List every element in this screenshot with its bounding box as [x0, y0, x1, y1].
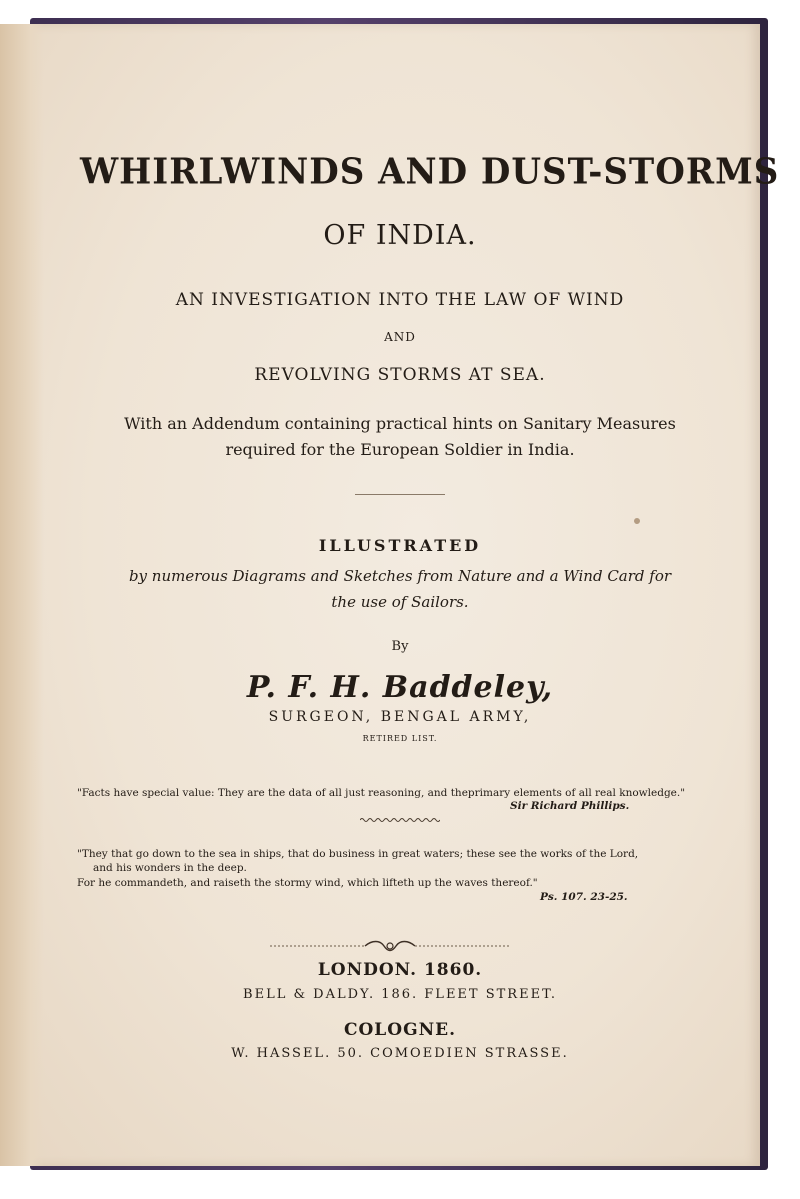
imprint-publisher-london: BELL & DALDY. 186. FLEET STREET. — [243, 987, 557, 1002]
illustrated-line1: by numerous Diagrams and Sketches from Nature and a Wind Card for — [128, 567, 672, 585]
addendum-line2: required for the European Soldier in India. — [225, 440, 575, 459]
squiggle-divider — [360, 816, 440, 824]
addendum-line1: With an Addendum containing practical hints on Sanitary Measures — [124, 414, 676, 433]
page-gutter — [0, 24, 44, 1166]
imprint-publisher-cologne: W. HASSEL. 50. COMOEDIEN STRASSE. — [231, 1046, 569, 1061]
author-rank: SURGEON, BENGAL ARMY, — [268, 709, 532, 725]
divider-rule — [355, 494, 445, 495]
epigraph-quote-2-line1: "They that go down to the sea in ships, that do business in great waters; these see the works of the Lord, — [77, 848, 639, 860]
illustrated-line2: the use of Sailors. — [331, 593, 469, 611]
epigraph-attribution-2: Ps. 107. 23-25. — [540, 891, 628, 903]
author-name: P. F. H. Baddeley, — [246, 670, 554, 705]
imprint-city-london: LONDON. 1860. — [317, 960, 483, 980]
epigraph-quote-2-line3: For he commandeth, and raiseth the stormy wind, which lifteth up the waves thereof." — [77, 877, 538, 889]
ornament-divider — [270, 938, 510, 954]
subtitle-line3: REVOLVING STORMS AT SEA. — [254, 365, 546, 385]
epigraph-quote-2-line2: and his wonders in the deep. — [93, 862, 247, 874]
epigraph-attribution-1: Sir Richard Phillips. — [510, 800, 630, 812]
by-label: By — [391, 639, 409, 654]
book-title-line2: OF INDIA. — [323, 220, 477, 251]
subtitle-line2: AND — [384, 330, 416, 344]
author-status: RETIRED LIST. — [362, 734, 438, 743]
illustrated-heading: ILLUSTRATED — [318, 536, 482, 555]
title-page-content — [77, 0, 780, 1199]
subtitle-line1: AN INVESTIGATION INTO THE LAW OF WIND — [175, 290, 625, 310]
epigraph-quote-1: "Facts have special value: They are the data of all just reasoning, and theprimary elements of all real knowledge." — [77, 787, 686, 799]
imprint-city-cologne: COLOGNE. — [343, 1020, 457, 1040]
book-title-line1: WHIRLWINDS AND DUST-STORMS — [80, 151, 780, 193]
